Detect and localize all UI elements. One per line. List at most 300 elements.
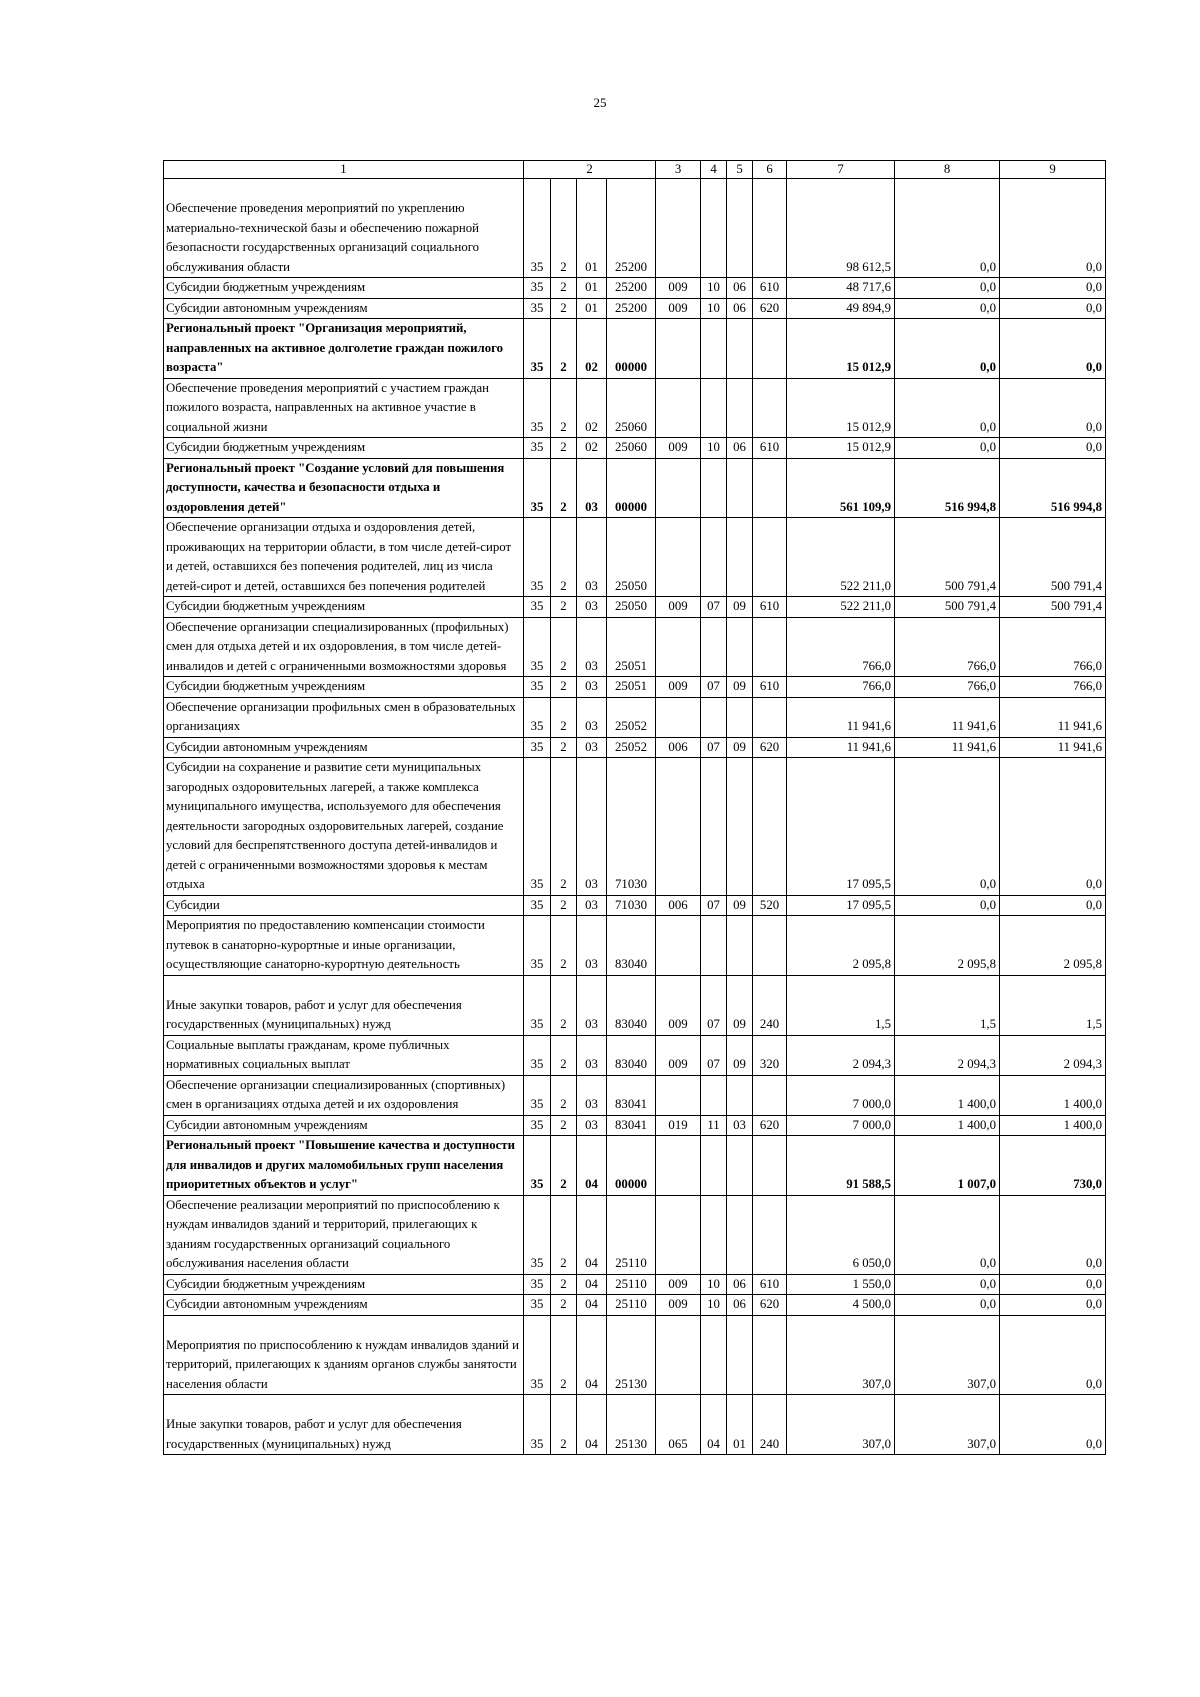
- expense-type-code: 320: [753, 1035, 787, 1075]
- amount-col-8: 1 007,0: [895, 1136, 1000, 1196]
- code-part-1: 35: [524, 438, 551, 459]
- subsection-code: [727, 617, 753, 677]
- ministry-code: 019: [656, 1115, 701, 1136]
- code-part-3: 01: [577, 278, 607, 299]
- code-part-1: 35: [524, 737, 551, 758]
- code-part-2: 2: [551, 1075, 577, 1115]
- amount-col-9: 0,0: [1000, 179, 1106, 278]
- ministry-code: 009: [656, 1274, 701, 1295]
- code-part-2: 2: [551, 916, 577, 976]
- row-name: Обеспечение проведения мероприятий по укреплению материально-технической базы и обеспечению пожарной безопасности государственных организаций социального обслуживания области: [164, 179, 524, 278]
- table-row: [164, 378, 1106, 438]
- code-part-1: 35: [524, 916, 551, 976]
- row-name: Мероприятия по приспособлению к нуждам инвалидов зданий и территорий, прилегающих к зданиям органов службы занятости населения области: [164, 1315, 524, 1395]
- amount-col-8: 0,0: [895, 319, 1000, 379]
- code-part-3: 03: [577, 758, 607, 896]
- table-row: [164, 617, 1106, 677]
- amount-col-9: 0,0: [1000, 319, 1106, 379]
- amount-col-7: 48 717,6: [787, 278, 895, 299]
- amount-col-7: 766,0: [787, 617, 895, 677]
- subsection-code: [727, 758, 753, 896]
- amount-col-8: 0,0: [895, 378, 1000, 438]
- code-part-1: 35: [524, 518, 551, 597]
- section-code: [701, 758, 727, 896]
- row-name: Субсидии бюджетным учреждениям: [164, 1274, 524, 1295]
- code-part-4: 25130: [607, 1315, 656, 1395]
- code-part-2: 2: [551, 1295, 577, 1316]
- header-cell-5: 5: [727, 161, 753, 179]
- code-part-4: 25060: [607, 438, 656, 459]
- code-part-3: 03: [577, 895, 607, 916]
- amount-col-9: 1 400,0: [1000, 1075, 1106, 1115]
- row-name: Субсидии бюджетным учреждениям: [164, 597, 524, 618]
- expense-type-code: [753, 458, 787, 518]
- table-row: [164, 1115, 1106, 1136]
- expense-type-code: 240: [753, 1395, 787, 1455]
- section-code: 07: [701, 597, 727, 618]
- section-code: 07: [701, 895, 727, 916]
- row-name: Субсидии: [164, 895, 524, 916]
- code-part-1: 35: [524, 179, 551, 278]
- ministry-code: 006: [656, 737, 701, 758]
- amount-col-8: 11 941,6: [895, 737, 1000, 758]
- code-part-2: 2: [551, 458, 577, 518]
- code-part-3: 01: [577, 298, 607, 319]
- table-row: [164, 975, 1106, 1035]
- code-part-2: 2: [551, 518, 577, 597]
- amount-col-9: 1 400,0: [1000, 1115, 1106, 1136]
- code-part-1: 35: [524, 1295, 551, 1316]
- code-part-3: 01: [577, 179, 607, 278]
- subsection-code: 06: [727, 438, 753, 459]
- section-code: 07: [701, 737, 727, 758]
- code-part-1: 35: [524, 458, 551, 518]
- code-part-1: 35: [524, 758, 551, 896]
- ministry-code: [656, 697, 701, 737]
- amount-col-9: 1,5: [1000, 975, 1106, 1035]
- amount-col-8: 1,5: [895, 975, 1000, 1035]
- code-part-4: 00000: [607, 1136, 656, 1196]
- header-cell-3: 3: [656, 161, 701, 179]
- section-code: [701, 1315, 727, 1395]
- subsection-code: 09: [727, 737, 753, 758]
- row-name: Субсидии автономным учреждениям: [164, 1115, 524, 1136]
- expense-type-code: [753, 179, 787, 278]
- code-part-4: 00000: [607, 458, 656, 518]
- code-part-1: 35: [524, 597, 551, 618]
- amount-col-9: 2 095,8: [1000, 916, 1106, 976]
- ministry-code: [656, 1315, 701, 1395]
- amount-col-9: 0,0: [1000, 895, 1106, 916]
- code-part-4: 71030: [607, 895, 656, 916]
- code-part-3: 03: [577, 1075, 607, 1115]
- code-part-4: 83040: [607, 1035, 656, 1075]
- subsection-code: 06: [727, 1274, 753, 1295]
- code-part-2: 2: [551, 278, 577, 299]
- amount-col-8: 500 791,4: [895, 597, 1000, 618]
- section-code: 10: [701, 438, 727, 459]
- amount-col-9: 11 941,6: [1000, 697, 1106, 737]
- code-part-2: 2: [551, 179, 577, 278]
- amount-col-7: 11 941,6: [787, 737, 895, 758]
- header-cell-7: 7: [787, 161, 895, 179]
- amount-col-8: 11 941,6: [895, 697, 1000, 737]
- code-part-4: 25110: [607, 1195, 656, 1274]
- amount-col-9: 0,0: [1000, 1395, 1106, 1455]
- ministry-code: 009: [656, 677, 701, 698]
- amount-col-7: 11 941,6: [787, 697, 895, 737]
- row-name: Субсидии бюджетным учреждениям: [164, 438, 524, 459]
- code-part-1: 35: [524, 1315, 551, 1395]
- code-part-3: 03: [577, 697, 607, 737]
- row-name: Обеспечение проведения мероприятий с участием граждан пожилого возраста, направленных на активное участие в социальной жизни: [164, 378, 524, 438]
- budget-table: [163, 160, 1106, 1455]
- table-row: [164, 597, 1106, 618]
- code-part-3: 04: [577, 1395, 607, 1455]
- subsection-code: [727, 1075, 753, 1115]
- code-part-2: 2: [551, 677, 577, 698]
- amount-col-7: 91 588,5: [787, 1136, 895, 1196]
- amount-col-9: 766,0: [1000, 617, 1106, 677]
- section-code: 07: [701, 677, 727, 698]
- code-part-2: 2: [551, 895, 577, 916]
- code-part-3: 02: [577, 319, 607, 379]
- code-part-1: 35: [524, 1035, 551, 1075]
- code-part-3: 03: [577, 1035, 607, 1075]
- ministry-code: [656, 617, 701, 677]
- table-row: [164, 1035, 1106, 1075]
- section-code: [701, 518, 727, 597]
- header-cell-8: 8: [895, 161, 1000, 179]
- ministry-code: [656, 1075, 701, 1115]
- amount-col-7: 15 012,9: [787, 438, 895, 459]
- code-part-2: 2: [551, 298, 577, 319]
- amount-col-8: 0,0: [895, 895, 1000, 916]
- ministry-code: [656, 916, 701, 976]
- code-part-2: 2: [551, 1115, 577, 1136]
- code-part-1: 35: [524, 1395, 551, 1455]
- ministry-code: [656, 1195, 701, 1274]
- amount-col-8: 766,0: [895, 677, 1000, 698]
- amount-col-7: 15 012,9: [787, 319, 895, 379]
- row-name: Субсидии бюджетным учреждениям: [164, 677, 524, 698]
- expense-type-code: [753, 1315, 787, 1395]
- code-part-3: 03: [577, 458, 607, 518]
- amount-col-7: 49 894,9: [787, 298, 895, 319]
- code-part-3: 03: [577, 916, 607, 976]
- code-part-4: 25110: [607, 1274, 656, 1295]
- table-row: [164, 895, 1106, 916]
- code-part-1: 35: [524, 319, 551, 379]
- amount-col-8: 0,0: [895, 1195, 1000, 1274]
- expense-type-code: [753, 378, 787, 438]
- ministry-code: 009: [656, 975, 701, 1035]
- ministry-code: [656, 319, 701, 379]
- amount-col-8: 2 095,8: [895, 916, 1000, 976]
- ministry-code: [656, 458, 701, 518]
- row-name: Обеспечение организации профильных смен в образовательных организациях: [164, 697, 524, 737]
- code-part-2: 2: [551, 758, 577, 896]
- expense-type-code: [753, 1195, 787, 1274]
- amount-col-8: 0,0: [895, 438, 1000, 459]
- amount-col-9: 0,0: [1000, 298, 1106, 319]
- code-part-1: 35: [524, 1075, 551, 1115]
- code-part-1: 35: [524, 298, 551, 319]
- code-part-1: 35: [524, 1274, 551, 1295]
- table-row: [164, 758, 1106, 896]
- section-code: 07: [701, 975, 727, 1035]
- section-code: [701, 319, 727, 379]
- row-name: Иные закупки товаров, работ и услуг для обеспечения государственных (муниципальных) нужд: [164, 975, 524, 1035]
- section-code: [701, 697, 727, 737]
- amount-col-9: 766,0: [1000, 677, 1106, 698]
- amount-col-8: 500 791,4: [895, 518, 1000, 597]
- header-cell-1: 1: [164, 161, 524, 179]
- subsection-code: 09: [727, 975, 753, 1035]
- code-part-4: 25051: [607, 677, 656, 698]
- code-part-3: 04: [577, 1195, 607, 1274]
- amount-col-8: 0,0: [895, 278, 1000, 299]
- subsection-code: [727, 518, 753, 597]
- amount-col-7: 307,0: [787, 1315, 895, 1395]
- code-part-2: 2: [551, 378, 577, 438]
- expense-type-code: [753, 697, 787, 737]
- subsection-code: 09: [727, 1035, 753, 1075]
- section-code: [701, 458, 727, 518]
- amount-col-7: 15 012,9: [787, 378, 895, 438]
- amount-col-7: 1,5: [787, 975, 895, 1035]
- subsection-code: 09: [727, 597, 753, 618]
- code-part-4: 25050: [607, 518, 656, 597]
- amount-col-7: 2 095,8: [787, 916, 895, 976]
- code-part-4: 25200: [607, 179, 656, 278]
- ministry-code: 065: [656, 1395, 701, 1455]
- code-part-4: 25052: [607, 737, 656, 758]
- amount-col-8: 0,0: [895, 1274, 1000, 1295]
- code-part-1: 35: [524, 697, 551, 737]
- subsection-code: [727, 916, 753, 976]
- subsection-code: [727, 378, 753, 438]
- code-part-2: 2: [551, 1274, 577, 1295]
- table-row: [164, 518, 1106, 597]
- expense-type-code: 620: [753, 737, 787, 758]
- amount-col-9: 0,0: [1000, 378, 1106, 438]
- amount-col-7: 4 500,0: [787, 1295, 895, 1316]
- amount-col-9: 0,0: [1000, 1274, 1106, 1295]
- amount-col-8: 0,0: [895, 179, 1000, 278]
- ministry-code: 009: [656, 438, 701, 459]
- code-part-2: 2: [551, 438, 577, 459]
- expense-type-code: 610: [753, 1274, 787, 1295]
- section-code: [701, 1136, 727, 1196]
- code-part-2: 2: [551, 1315, 577, 1395]
- page-number: 25: [593, 95, 607, 110]
- code-part-3: 02: [577, 438, 607, 459]
- table-row: [164, 1195, 1106, 1274]
- amount-col-9: 500 791,4: [1000, 518, 1106, 597]
- expense-type-code: [753, 916, 787, 976]
- amount-col-9: 0,0: [1000, 758, 1106, 896]
- code-part-4: 83041: [607, 1075, 656, 1115]
- ministry-code: 009: [656, 298, 701, 319]
- code-part-1: 35: [524, 1195, 551, 1274]
- expense-type-code: [753, 617, 787, 677]
- expense-type-code: [753, 518, 787, 597]
- table-row: [164, 1136, 1106, 1196]
- subsection-code: 09: [727, 677, 753, 698]
- row-name: Региональный проект "Повышение качества и доступности для инвалидов и других маломобильных групп населения приоритетных объектов и услуг": [164, 1136, 524, 1196]
- code-part-3: 04: [577, 1295, 607, 1316]
- code-part-4: 71030: [607, 758, 656, 896]
- amount-col-8: 516 994,8: [895, 458, 1000, 518]
- amount-col-7: 17 095,5: [787, 758, 895, 896]
- amount-col-9: 11 941,6: [1000, 737, 1106, 758]
- amount-col-9: 0,0: [1000, 278, 1106, 299]
- code-part-4: 25050: [607, 597, 656, 618]
- table-row: [164, 179, 1106, 278]
- amount-col-7: 1 550,0: [787, 1274, 895, 1295]
- section-code: 10: [701, 1274, 727, 1295]
- code-part-3: 04: [577, 1136, 607, 1196]
- budget-table-body: [164, 161, 1106, 1455]
- section-code: 10: [701, 298, 727, 319]
- ministry-code: 009: [656, 278, 701, 299]
- row-name: Региональный проект "Создание условий для повышения доступности, качества и безопасности отдыха и оздоровления детей": [164, 458, 524, 518]
- subsection-code: [727, 1315, 753, 1395]
- amount-col-7: 766,0: [787, 677, 895, 698]
- expense-type-code: 610: [753, 677, 787, 698]
- subsection-code: 09: [727, 895, 753, 916]
- row-name: Субсидии на сохранение и развитие сети муниципальных загородных оздоровительных лагерей, а также комплекса муниципального имущества, используемого для обеспечения деятельности загородных оздоровительных лагерей, создание условий для беспрепятственного доступа детей-инвалидов и детей с ограниченными возможностями здоровья к местам отдыха: [164, 758, 524, 896]
- ministry-code: 006: [656, 895, 701, 916]
- amount-col-7: 98 612,5: [787, 179, 895, 278]
- section-code: [701, 378, 727, 438]
- section-code: [701, 1075, 727, 1115]
- expense-type-code: 610: [753, 438, 787, 459]
- expense-type-code: [753, 319, 787, 379]
- code-part-4: 25051: [607, 617, 656, 677]
- code-part-4: 25110: [607, 1295, 656, 1316]
- header-cell-6: 6: [753, 161, 787, 179]
- subsection-code: [727, 319, 753, 379]
- table-row: [164, 1295, 1106, 1316]
- subsection-code: 06: [727, 278, 753, 299]
- code-part-3: 03: [577, 677, 607, 698]
- ministry-code: [656, 179, 701, 278]
- section-code: 11: [701, 1115, 727, 1136]
- section-code: 07: [701, 1035, 727, 1075]
- code-part-4: 25052: [607, 697, 656, 737]
- table-row: [164, 697, 1106, 737]
- expense-type-code: [753, 1075, 787, 1115]
- section-code: 04: [701, 1395, 727, 1455]
- code-part-2: 2: [551, 1136, 577, 1196]
- section-code: 10: [701, 1295, 727, 1316]
- subsection-code: [727, 179, 753, 278]
- amount-col-9: 0,0: [1000, 438, 1106, 459]
- amount-col-8: 1 400,0: [895, 1075, 1000, 1115]
- table-row: [164, 458, 1106, 518]
- code-part-1: 35: [524, 378, 551, 438]
- amount-col-8: 0,0: [895, 758, 1000, 896]
- amount-col-7: 2 094,3: [787, 1035, 895, 1075]
- section-code: 10: [701, 278, 727, 299]
- row-name: Социальные выплаты гражданам, кроме публичных нормативных социальных выплат: [164, 1035, 524, 1075]
- amount-col-9: 516 994,8: [1000, 458, 1106, 518]
- subsection-code: 06: [727, 1295, 753, 1316]
- amount-col-7: 561 109,9: [787, 458, 895, 518]
- code-part-1: 35: [524, 975, 551, 1035]
- section-code: [701, 179, 727, 278]
- code-part-2: 2: [551, 617, 577, 677]
- code-part-3: 03: [577, 617, 607, 677]
- code-part-3: 04: [577, 1315, 607, 1395]
- expense-type-code: 620: [753, 1115, 787, 1136]
- table-row: [164, 319, 1106, 379]
- code-part-1: 35: [524, 895, 551, 916]
- code-part-2: 2: [551, 319, 577, 379]
- amount-col-8: 1 400,0: [895, 1115, 1000, 1136]
- code-part-4: 83040: [607, 916, 656, 976]
- code-part-2: 2: [551, 1195, 577, 1274]
- row-name: Обеспечение организации специализированных (профильных) смен для отдыха детей и их оздоровления, в том числе детей-инвалидов и детей с ограниченными возможностями здоровья: [164, 617, 524, 677]
- table-row: [164, 1315, 1106, 1395]
- code-part-2: 2: [551, 975, 577, 1035]
- code-part-2: 2: [551, 697, 577, 737]
- amount-col-7: 17 095,5: [787, 895, 895, 916]
- amount-col-9: 0,0: [1000, 1295, 1106, 1316]
- code-part-1: 35: [524, 677, 551, 698]
- row-name: Обеспечение реализации мероприятий по приспособлению к нуждам инвалидов зданий и территорий, прилегающих к зданиям государственных организаций социального обслуживания населения области: [164, 1195, 524, 1274]
- code-part-1: 35: [524, 1115, 551, 1136]
- code-part-4: 83040: [607, 975, 656, 1035]
- code-part-3: 03: [577, 737, 607, 758]
- expense-type-code: [753, 1136, 787, 1196]
- row-name: Субсидии автономным учреждениям: [164, 298, 524, 319]
- code-part-2: 2: [551, 1395, 577, 1455]
- subsection-code: 06: [727, 298, 753, 319]
- expense-type-code: 610: [753, 278, 787, 299]
- ministry-code: [656, 378, 701, 438]
- code-part-3: 04: [577, 1274, 607, 1295]
- subsection-code: 03: [727, 1115, 753, 1136]
- row-name: Обеспечение организации специализированных (спортивных) смен в организациях отдыха детей и их оздоровления: [164, 1075, 524, 1115]
- expense-type-code: 620: [753, 298, 787, 319]
- section-code: [701, 617, 727, 677]
- code-part-3: 03: [577, 975, 607, 1035]
- code-part-2: 2: [551, 1035, 577, 1075]
- amount-col-8: 307,0: [895, 1395, 1000, 1455]
- header-cell-9: 9: [1000, 161, 1106, 179]
- header-cell-4: 4: [701, 161, 727, 179]
- code-part-4: 25200: [607, 278, 656, 299]
- expense-type-code: 610: [753, 597, 787, 618]
- amount-col-9: 500 791,4: [1000, 597, 1106, 618]
- subsection-code: [727, 1195, 753, 1274]
- row-name: Региональный проект "Организация мероприятий, направленных на активное долголетие граждан пожилого возраста": [164, 319, 524, 379]
- amount-col-8: 2 094,3: [895, 1035, 1000, 1075]
- code-part-4: 25200: [607, 298, 656, 319]
- table-row: [164, 1274, 1106, 1295]
- code-part-4: 83041: [607, 1115, 656, 1136]
- header-row: [164, 161, 1106, 179]
- amount-col-9: 0,0: [1000, 1195, 1106, 1274]
- amount-col-8: 766,0: [895, 617, 1000, 677]
- expense-type-code: [753, 758, 787, 896]
- table-row: [164, 737, 1106, 758]
- amount-col-9: 0,0: [1000, 1315, 1106, 1395]
- row-name: Субсидии автономным учреждениям: [164, 1295, 524, 1316]
